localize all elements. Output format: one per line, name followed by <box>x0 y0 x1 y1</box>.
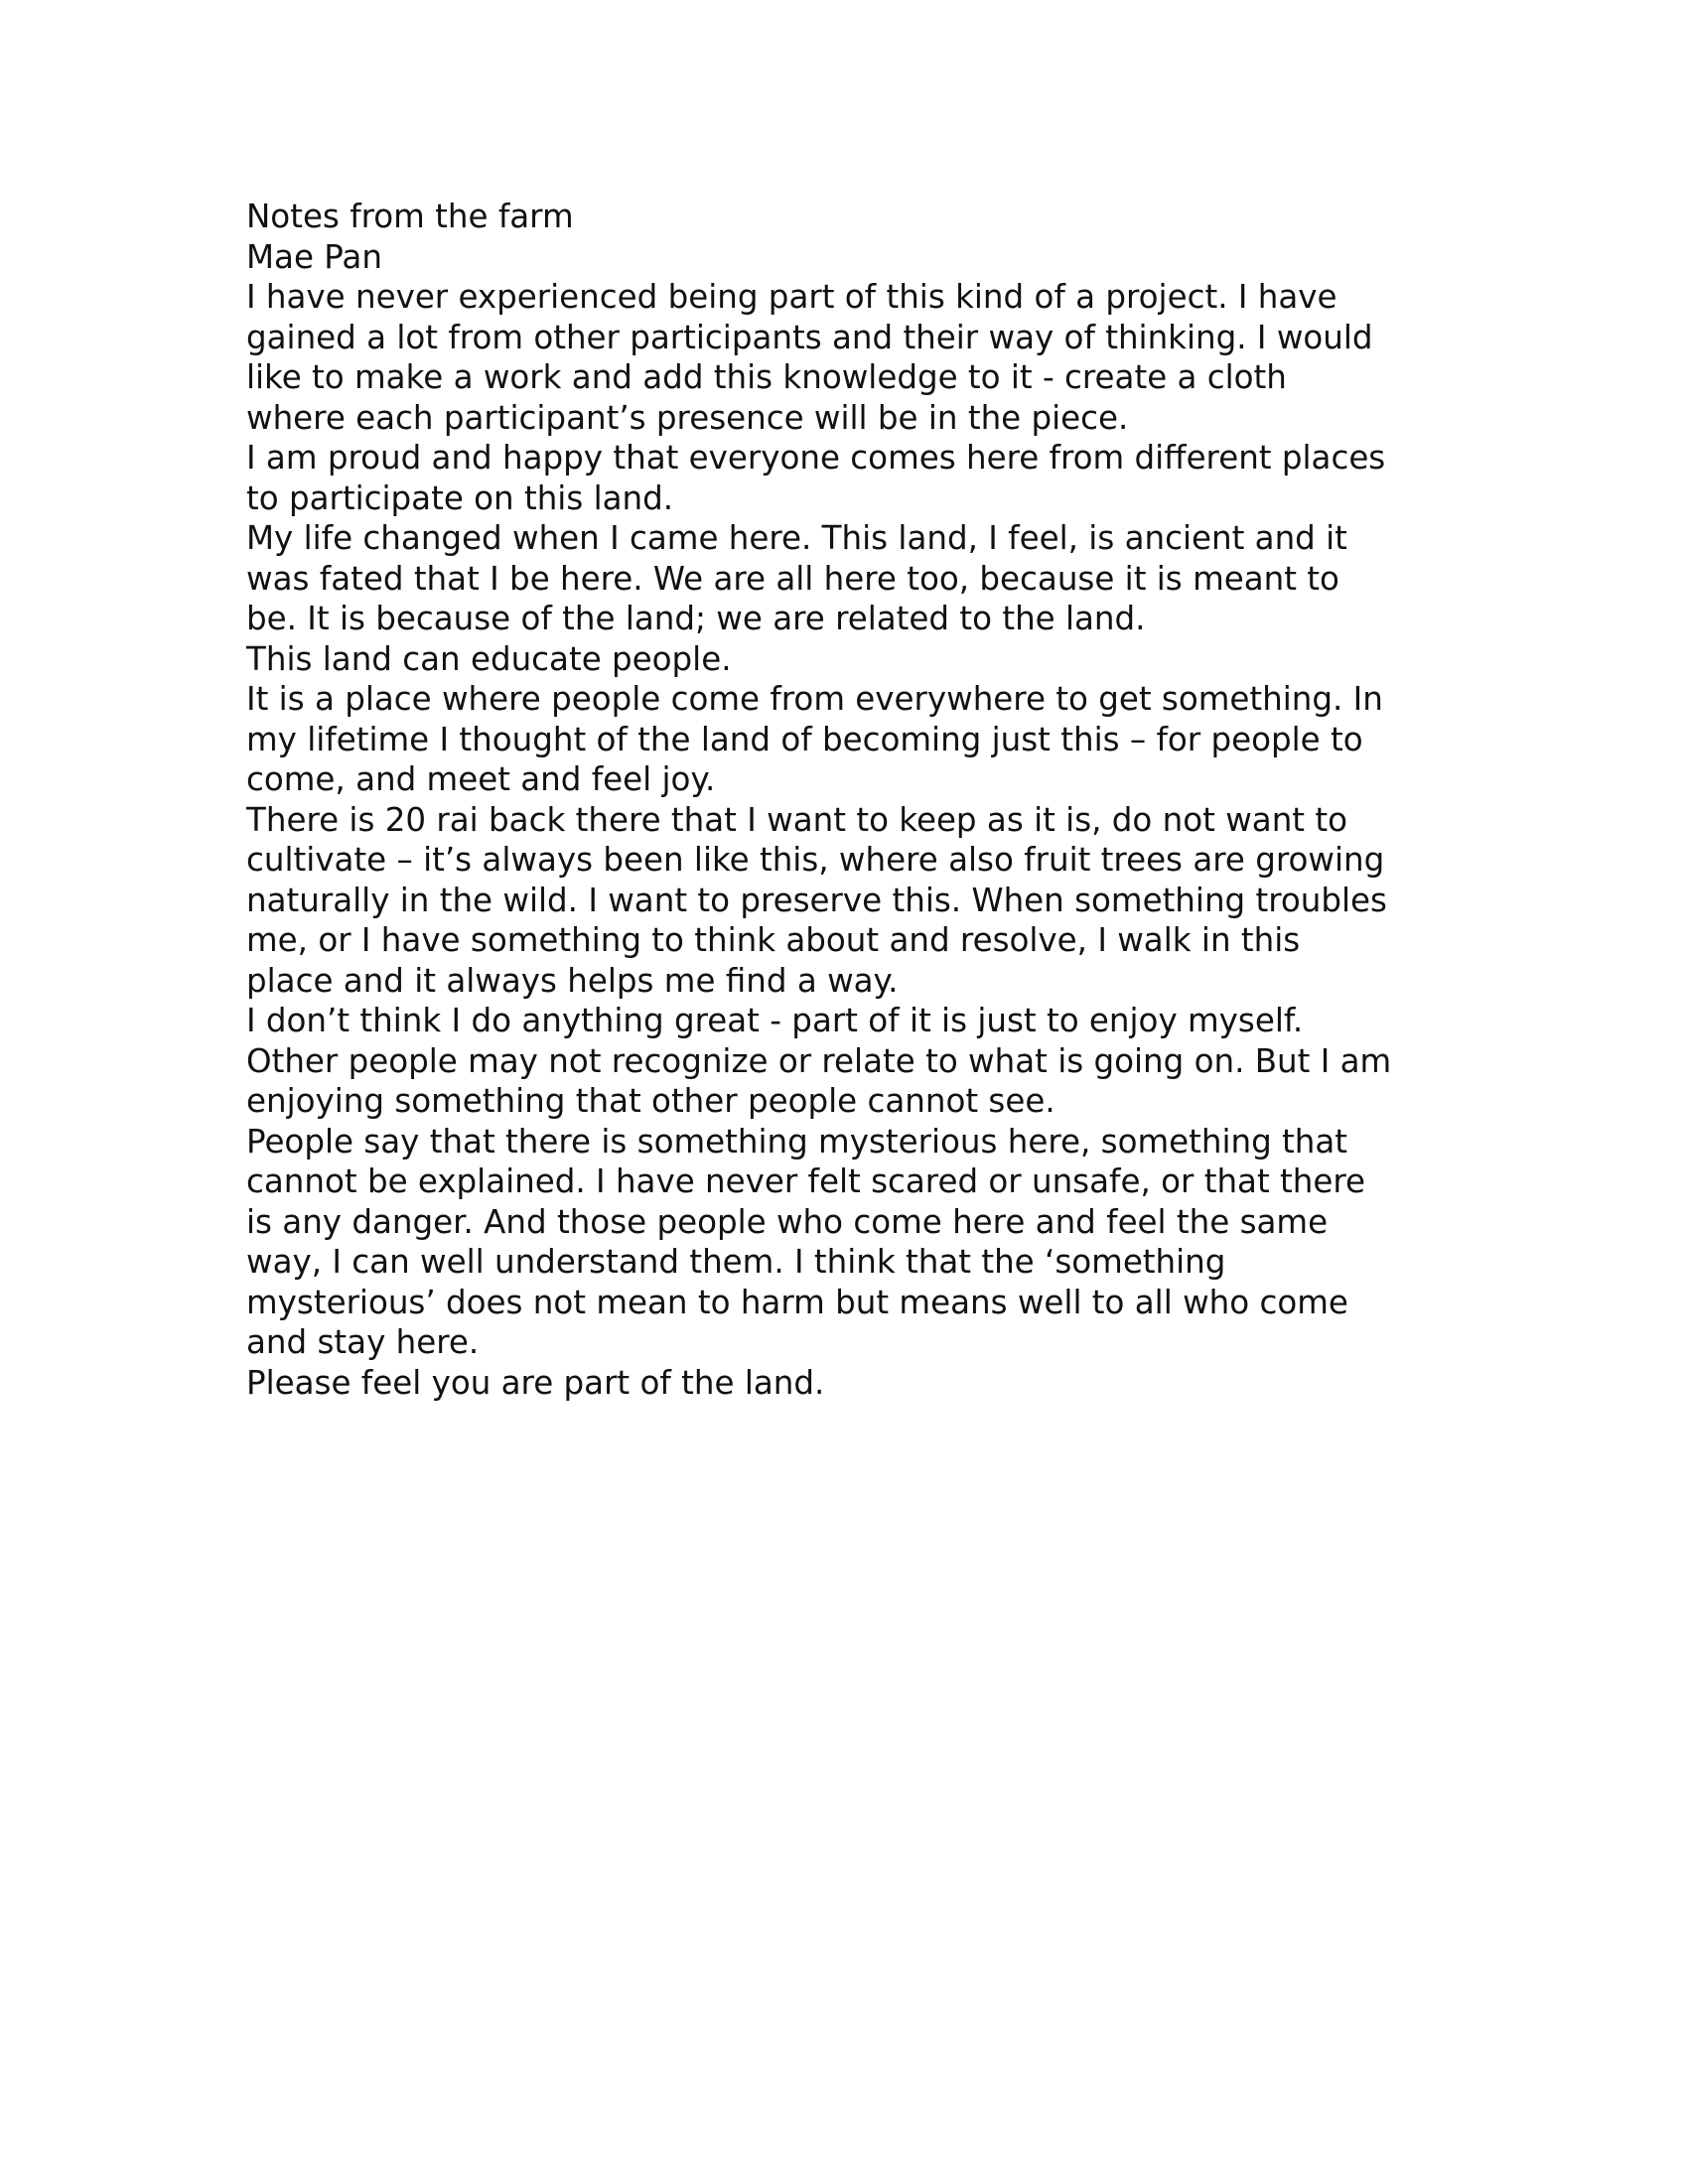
text-line: My life changed when I came here. This land, I feel, is ancient and it <box>246 519 1347 557</box>
text-line: I am proud and happy that everyone comes here from different places <box>246 439 1386 477</box>
text-line: Other people may not recognize or relate to what is going on. But I am <box>246 1041 1392 1080</box>
paragraph <box>246 1363 1458 1404</box>
text-line: I have never experienced being part of this kind of a project. I have <box>246 278 1337 316</box>
text-line: I don’t think I do anything great - part of it is just to enjoy myself. <box>246 1002 1304 1039</box>
text-line: mysterious’ does not mean to harm but means well to all who come <box>246 1283 1348 1321</box>
paragraph <box>246 277 1458 438</box>
paragraph <box>246 1001 1458 1122</box>
text-line: place and it always helps me find a way. <box>246 961 899 1000</box>
text-line: to participate on this land. <box>246 478 674 517</box>
text-line: and stay here. <box>246 1323 480 1361</box>
paragraph <box>246 1122 1458 1363</box>
paragraph <box>246 639 1458 680</box>
text-line: This land can educate people. <box>246 639 732 678</box>
text-line: It is a place where people come from everywhere to get something. In <box>246 680 1383 718</box>
text-line: is any danger. And those people who come here and feel the same <box>246 1202 1329 1241</box>
text-line: cannot be explained. I have never felt scared or unsafe, or that there <box>246 1162 1366 1200</box>
text-line: where each participant’s presence will be in the piece. <box>246 398 1129 437</box>
paragraph <box>246 679 1458 800</box>
document-title: Notes from the farm <box>246 198 574 235</box>
text-line: be. It is because of the land; we are related to the land. <box>246 600 1146 637</box>
text-line: Please feel you are part of the land. <box>246 1363 825 1402</box>
paragraph <box>246 800 1458 1002</box>
paragraph <box>246 518 1458 639</box>
paragraph <box>246 438 1458 518</box>
text-line: way, I can well understand them. I think that the ‘something <box>246 1243 1226 1281</box>
text-line: enjoying something that other people cannot see. <box>246 1082 1055 1120</box>
document-body <box>246 197 1458 1403</box>
text-line: was fated that I be here. We are all here too, because it is meant to <box>246 559 1339 598</box>
document-author: Mae Pan <box>246 237 382 276</box>
text-line: People say that there is something mysterious here, something that <box>246 1122 1348 1160</box>
text-line: There is 20 rai back there that I want to keep as it is, do not want to <box>246 800 1347 839</box>
text-line: like to make a work and add this knowledge to it - create a cloth <box>246 358 1287 396</box>
text-line: me, or I have something to think about and resolve, I walk in this <box>246 921 1301 959</box>
text-line: naturally in the wild. I want to preserve this. When something troubles <box>246 881 1387 919</box>
text-line: my lifetime I thought of the land of becoming just this – for people to <box>246 720 1363 758</box>
text-line: come, and meet and feel joy. <box>246 760 716 798</box>
text-line: gained a lot from other participants and their way of thinking. I would <box>246 318 1373 356</box>
text-line: cultivate – it’s always been like this, where also fruit trees are growing <box>246 841 1385 879</box>
